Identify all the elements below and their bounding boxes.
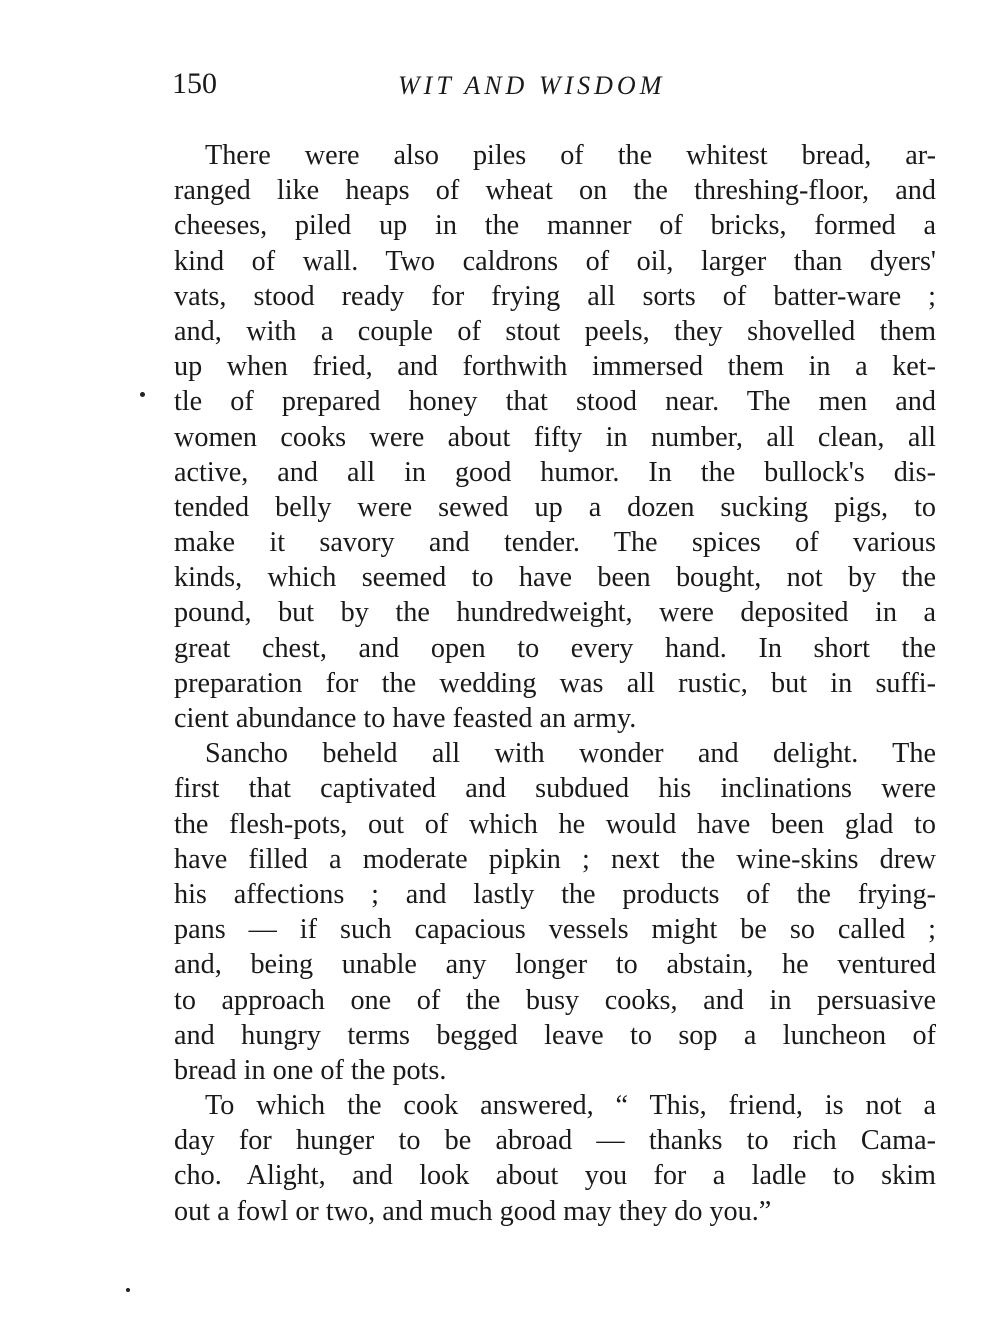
text-line: vats, stood ready for frying all sorts of batter-ware ; (174, 280, 936, 312)
text-line: up when fried, and forthwith immersed them in a ket- (174, 351, 936, 383)
text-line: make it savory and tender. The spices of various (174, 527, 936, 559)
text-line: kind of wall. Two caldrons of oil, larger than dyers' (174, 245, 936, 277)
paragraph-2 (174, 736, 936, 1088)
paragraph-1 (174, 138, 936, 736)
text-line: cient abundance to have feasted an army. (174, 703, 637, 734)
text-line: pound, but by the hundredweight, were deposited in a (174, 597, 936, 629)
page-number: 150 (172, 67, 217, 100)
running-title: WIT AND WISDOM (398, 71, 666, 100)
text-line: day for hunger to be abroad — thanks to rich Cama- (174, 1125, 936, 1157)
text-line: great chest, and open to every hand. In short the (174, 632, 936, 664)
text-line: and, with a couple of stout peels, they shovelled them (174, 315, 936, 347)
text-line: have filled a moderate pipkin ; next the wine-skins drew (174, 843, 936, 875)
running-head (172, 66, 772, 106)
ink-speck (140, 392, 145, 397)
text-line: pans — if such capacious vessels might be so called ; (174, 914, 936, 946)
text-line: kinds, which seemed to have been bought, not by the (174, 562, 936, 594)
text-line: preparation for the wedding was all rustic, but in suffi- (174, 667, 936, 699)
text-line: and hungry terms begged leave to sop a luncheon of (174, 1019, 936, 1051)
text-line: To which the cook answered, “ This, friend, is not a (205, 1090, 936, 1122)
text-line: his affections ; and lastly the products of the frying- (174, 878, 936, 910)
paragraph-3 (174, 1088, 936, 1229)
text-line: Sancho beheld all with wonder and delight. The (205, 738, 936, 770)
text-line: and, being unable any longer to abstain, he ventured (174, 949, 936, 981)
text-line: the flesh-pots, out of which he would have been glad to (174, 808, 936, 840)
text-line: women cooks were about fifty in number, all clean, all (174, 421, 936, 453)
text-line: active, and all in good humor. In the bullock's dis- (174, 456, 936, 488)
text-line: tended belly were sewed up a dozen sucking pigs, to (174, 491, 936, 523)
text-line: cho. Alight, and look about you for a ladle to skim (174, 1160, 936, 1192)
text-line: to approach one of the busy cooks, and in persuasive (174, 984, 936, 1016)
text-line: first that captivated and subdued his inclinations were (174, 773, 936, 805)
ink-speck (126, 1288, 130, 1292)
text-line: cheeses, piled up in the manner of bricks, formed a (174, 210, 936, 242)
text-line: out a fowl or two, and much good may they do you.” (174, 1195, 772, 1227)
text-line: There were also piles of the whitest bread, ar- (205, 140, 936, 171)
text-line: ranged like heaps of wheat on the threshing-floor, and (174, 175, 936, 207)
body-text (174, 138, 936, 1229)
text-line: tle of prepared honey that stood near. The men and (174, 386, 936, 418)
text-line: bread in one of the pots. (174, 1054, 447, 1086)
